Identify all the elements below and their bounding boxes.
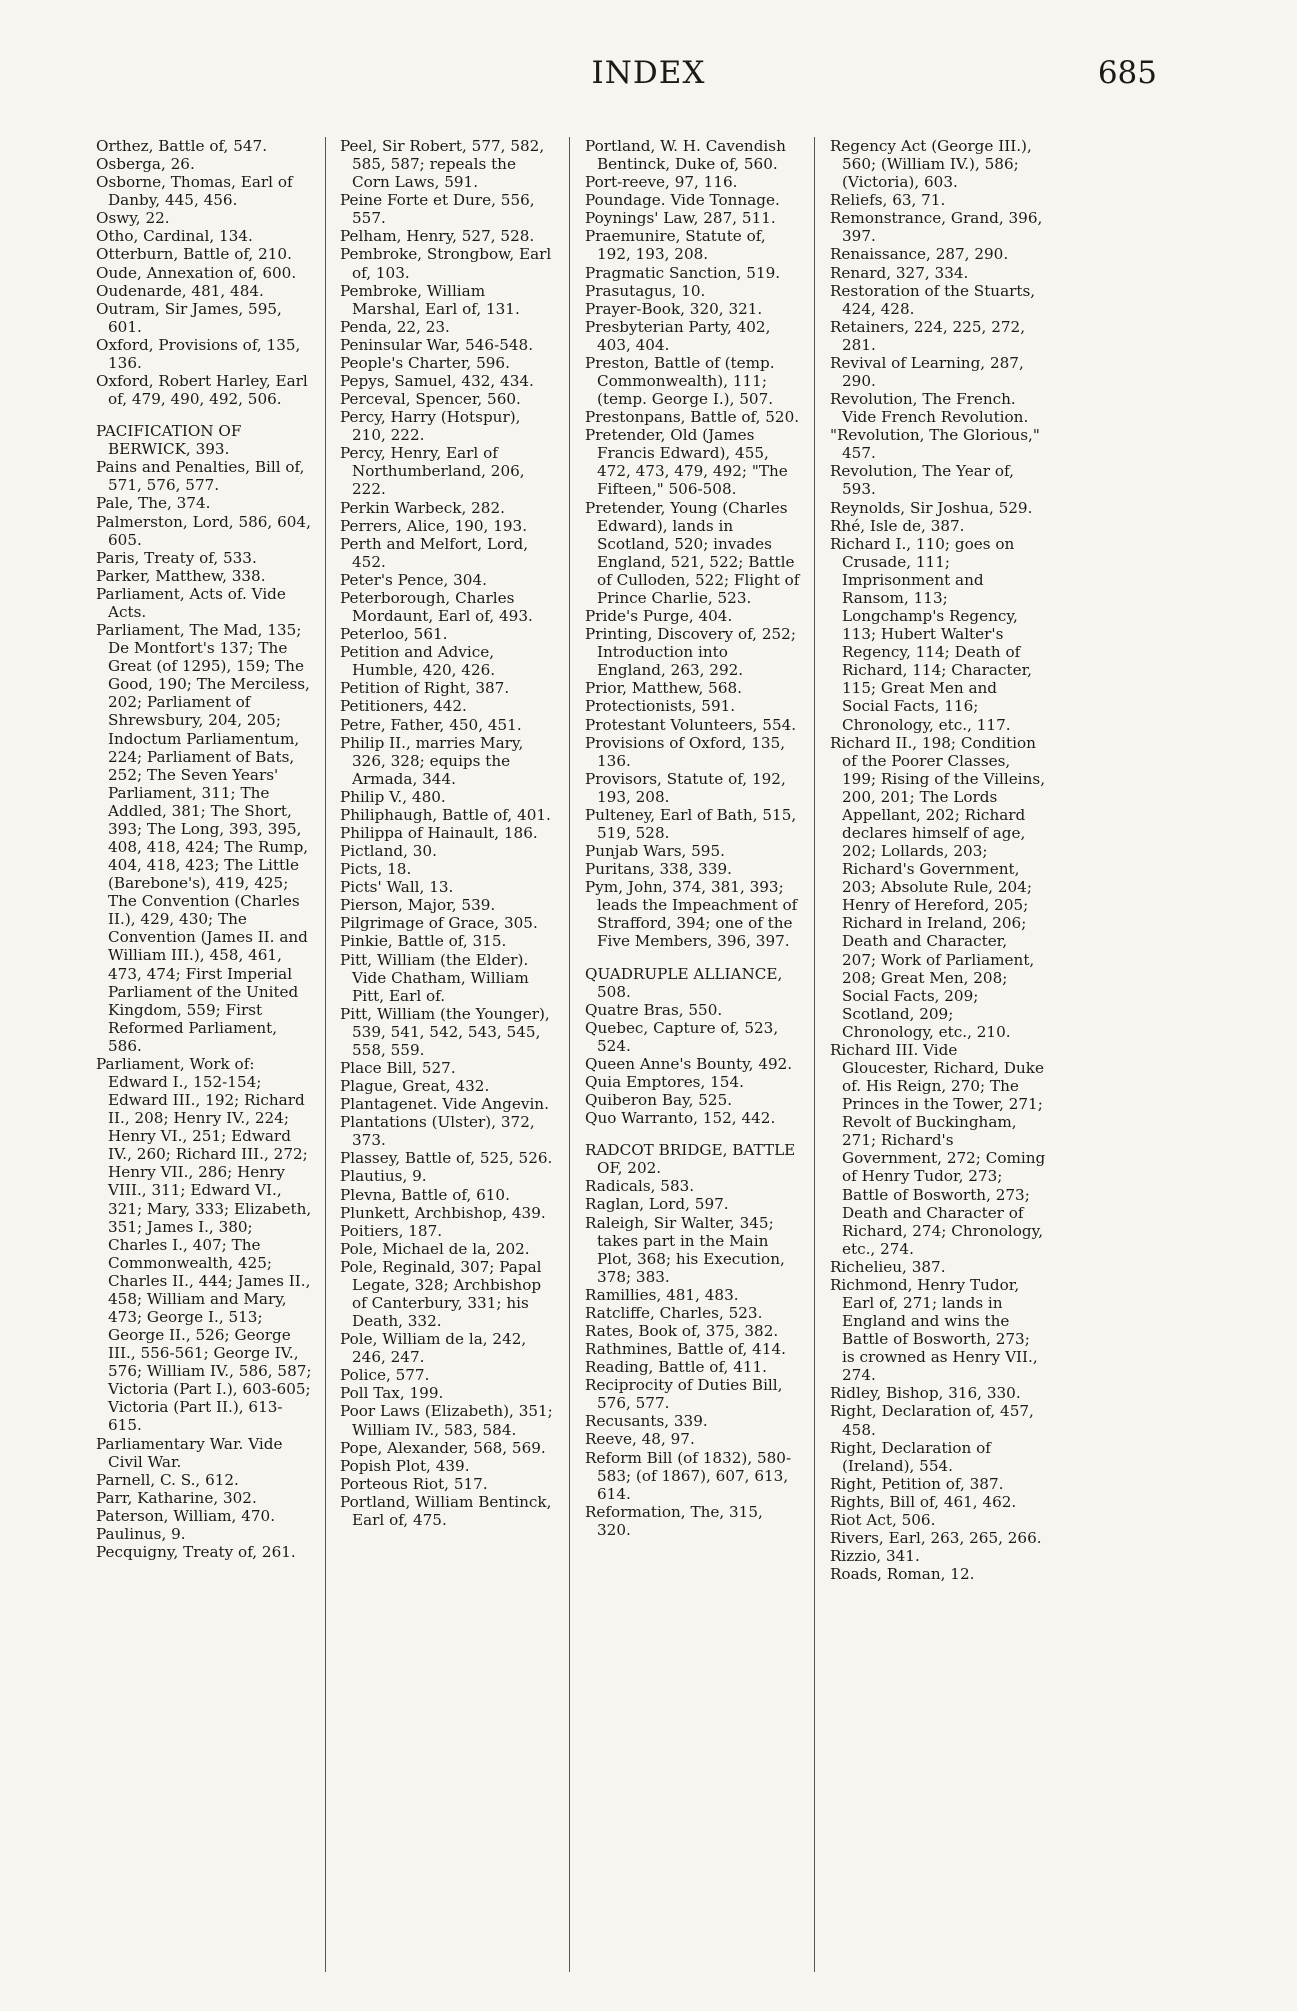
index-entry: Peterborough, Charles Mordaunt, Earl of, 493. (340, 588, 533, 626)
page-number: 685 (1097, 55, 1157, 91)
index-entry: Raleigh, Sir Walter, 345; takes part in the Main Plot, 368; his Execution, 378; 383. (585, 1213, 785, 1286)
index-entry: Ridley, Bishop, 316, 330. (830, 1384, 1021, 1403)
index-entry: Palmerston, Lord, 586, 604, 605. (96, 512, 311, 549)
index-entry: Peterloo, 561. (340, 625, 448, 644)
index-entry: Penda, 22, 23. (340, 317, 450, 336)
index-entry: Prasutagus, 10. (585, 281, 706, 300)
index-entry: Petre, Father, 450, 451. (340, 715, 522, 734)
index-entry: Revival of Learning, 287, 290. (830, 353, 1024, 391)
index-entry: Pole, Michael de la, 202. (340, 1239, 530, 1258)
index-entry: Paulinus, 9. (96, 1524, 186, 1543)
index-entry: Plevna, Battle of, 610. (340, 1185, 510, 1204)
index-entry: Riot Act, 506. (830, 1510, 936, 1529)
index-entry: Rivers, Earl, 263, 265, 266. (830, 1529, 1042, 1548)
index-entry: Renard, 327, 334. (830, 263, 969, 282)
index-entry: Otterburn, Battle of, 210. (96, 245, 292, 264)
index-entry: Parr, Katharine, 302. (96, 1488, 257, 1507)
index-entry: Prestonpans, Battle of, 520. (585, 408, 800, 427)
page-title: INDEX (591, 55, 706, 91)
index-entry: Oxford, Provisions of, 135, 136. (96, 335, 301, 372)
index-entry: Pecquigny, Treaty of, 261. (96, 1543, 296, 1562)
index-entry: Portland, William Bentinck, Earl of, 475. (340, 1492, 552, 1529)
index-entry: Philiphaugh, Battle of, 401. (340, 805, 551, 824)
index-entry: Pelham, Henry, 527, 528. (340, 227, 535, 246)
index-entry: Oude, Annexation of, 600. (96, 263, 297, 282)
index-entry: Quiberon Bay, 525. (585, 1091, 733, 1110)
index-entry: Reform Bill (of 1832), 580-583; (of 1867), 607, 613, 614. (585, 1448, 792, 1503)
index-entry: Roads, Roman, 12. (830, 1565, 975, 1584)
index-entry: Pretender, Young (Charles Edward), lands in Scotland, 520; invades England, 521, 522; Battle of Culloden, 522; Flight of Prince Charlie, 523. (585, 498, 800, 607)
index-entry: Provisions of Oxford, 135, 136. (585, 733, 786, 770)
index-entry: Poitiers, 187. (340, 1221, 443, 1240)
index-entry: Richelieu, 387. (830, 1257, 946, 1276)
index-entry: Reciprocity of Duties Bill, 576, 577. (585, 1376, 783, 1413)
index-entry: Percy, Henry, Earl of Northumberland, 206, 222. (340, 444, 525, 499)
column-divider (325, 137, 326, 1972)
index-entry: Portland, W. H. Cavendish Bentinck, Duke of, 560. (585, 137, 786, 174)
index-entry: Reading, Battle of, 411. (585, 1358, 768, 1377)
index-entry: Pinkie, Battle of, 315. (340, 932, 507, 951)
index-entry: Pole, Reginald, 307; Papal Legate, 328; Archbishop of Canterbury, 331; his Death, 332. (340, 1257, 542, 1331)
index-entry: Peel, Sir Robert, 577, 582, 585, 587; repeals the Corn Laws, 591. (340, 137, 545, 192)
index-entry: Poor Laws (Elizabeth), 351; William IV., 583, 584. (340, 1402, 553, 1439)
page-header (0, 55, 1297, 95)
index-entry: Rizzio, 341. (830, 1547, 920, 1566)
index-entry: Pitt, William (the Elder). Vide Chatham, William Pitt, Earl of. (340, 950, 529, 1005)
index-entry: Osberga, 26. (96, 155, 195, 174)
index-entry: Peine Forte et Dure, 556, 557. (340, 191, 535, 228)
index-entry: Praemunire, Statute of, 192, 193, 208. (585, 227, 766, 264)
index-entry: Poll Tax, 199. (340, 1384, 444, 1403)
index-entry: Quia Emptores, 154. (585, 1072, 744, 1091)
index-entry: Provisors, Statute of, 192, 193, 208. (585, 769, 786, 806)
index-entry: Right, Petition of, 387. (830, 1474, 1004, 1493)
index-entry: Pretender, Old (James Francis Edward), 455, 472, 473, 479, 492; "The Fifteen," 506-508. (585, 426, 788, 499)
index-entry: Ratcliffe, Charles, 523. (585, 1303, 763, 1322)
index-entry: Orthez, Battle of, 547. (96, 137, 268, 155)
index-entry: Paterson, William, 470. (96, 1506, 276, 1525)
index-entry: Pains and Penalties, Bill of, 571, 576, 577. (96, 458, 305, 495)
index-entry: Quatre Bras, 550. (585, 1000, 723, 1019)
index-entry: Pembroke, William Marshal, Earl of, 131. (340, 281, 520, 318)
index-entry: Punjab Wars, 595. (585, 842, 725, 861)
index-entry: Osborne, Thomas, Earl of Danby, 445, 456. (96, 173, 293, 210)
index-column-4 (830, 137, 1046, 1583)
index-entry: Parliament, Acts of. Vide Acts. (96, 584, 286, 621)
index-entry: RADCOT BRIDGE, BATTLE OF, 202. (585, 1141, 796, 1178)
index-entry: Richard I., 110; goes on Crusade, 111; Imprisonment and Ransom, 113; Longchamp's Regency, 113; Hubert Walter's Regency, 114; Death of Richard, 114; Character, 115; Great Men and Social Facts, 116; Chronology, etc., 117. (830, 534, 1032, 734)
index-entry: Recusants, 339. (585, 1412, 708, 1431)
index-entry: Philip II., marries Mary, 326, 328; equips the Armada, 344. (340, 733, 524, 788)
index-entry: Prior, Matthew, 568. (585, 679, 742, 698)
index-entry: Philip V., 480. (340, 787, 446, 806)
index-entry: Pole, William de la, 242, 246, 247. (340, 1330, 527, 1367)
index-entry: Plantagenet. Vide Angevin. (340, 1095, 549, 1114)
index-entry: Place Bill, 527. (340, 1058, 456, 1077)
index-entry: Rathmines, Battle of, 414. (585, 1340, 786, 1359)
index-entry: Reeve, 48, 97. (585, 1430, 695, 1449)
index-entry: Picts, 18. (340, 860, 412, 879)
index-entry: Remonstrance, Grand, 396, 397. (830, 209, 1043, 246)
index-entry: Protestant Volunteers, 554. (585, 715, 797, 734)
index-entry: Paris, Treaty of, 533. (96, 548, 257, 567)
index-entry: Pope, Alexander, 568, 569. (340, 1438, 546, 1457)
index-entry: Pym, John, 374, 381, 393; leads the Impeachment of Strafford, 394; one of the Five Members, 396, 397. (585, 878, 798, 951)
index-entry: Pride's Purge, 404. (585, 607, 733, 626)
index-entry: Raglan, Lord, 597. (585, 1195, 729, 1214)
index-entry: Percy, Harry (Hotspur), 210, 222. (340, 408, 521, 445)
index-entry: Rates, Book of, 375, 382. (585, 1322, 779, 1340)
index-entry: Oudenarde, 481, 484. (96, 281, 264, 300)
index-entry: Pembroke, Strongbow, Earl of, 103. (340, 245, 552, 282)
index-entry: Picts' Wall, 13. (340, 878, 454, 897)
index-entry: Poynings' Law, 287, 511. (585, 209, 776, 228)
index-entry: Reynolds, Sir Joshua, 529. (830, 498, 1033, 517)
index-entry: Parliamentary War. Vide Civil War. (96, 1434, 283, 1471)
index-entry: Quo Warranto, 152, 442. (585, 1109, 776, 1128)
index-entry: Reformation, The, 315, 320. (585, 1502, 763, 1539)
index-entry: Popish Plot, 439. (340, 1456, 470, 1475)
index-entry: Perceval, Spencer, 560. (340, 390, 521, 409)
index-entry: Prayer-Book, 320, 321. (585, 299, 763, 318)
column-divider (814, 137, 815, 1972)
index-entry: Retainers, 224, 225, 272, 281. (830, 317, 1026, 354)
index-entry: Plague, Great, 432. (340, 1077, 490, 1096)
index-entry: Philippa of Hainault, 186. (340, 823, 538, 842)
index-entry: Renaissance, 287, 290. (830, 245, 1009, 264)
index-entry: Plassey, Battle of, 525, 526. (340, 1149, 553, 1168)
index-entry: Petition of Right, 387. (340, 679, 510, 698)
index-entry: Porteous Riot, 517. (340, 1474, 488, 1493)
index-entry: Revolution, The French. Vide French Revolution. (830, 390, 1029, 427)
index-entry: Pulteney, Earl of Bath, 515, 519, 528. (585, 805, 797, 842)
index-entry: Protectionists, 591. (585, 697, 736, 716)
index-entry: Pitt, William (the Younger), 539, 541, 542, 543, 545, 558, 559. (340, 1004, 550, 1059)
index-entry: Preston, Battle of (temp. Commonwealth), 111; (temp. George I.), 507. (585, 353, 775, 409)
index-entry: Pale, The, 374. (96, 494, 211, 513)
index-entry: Rights, Bill of, 461, 462. (830, 1492, 1017, 1511)
index-entry: Revolution, The Year of, 593. (830, 462, 1014, 499)
index-entry: Peninsular War, 546-548. (340, 335, 534, 354)
index-entry: Poundage. Vide Tonnage. (585, 191, 780, 210)
index-entry: Queen Anne's Bounty, 492. (585, 1054, 793, 1073)
index-entry: Right, Declaration of, 457, 458. (830, 1402, 1034, 1439)
index-column-1 (96, 137, 312, 1561)
index-entry: Pictland, 30. (340, 842, 437, 861)
index-entry: Quebec, Capture of, 523, 524. (585, 1018, 779, 1055)
index-entry: Richmond, Henry Tudor, Earl of, 271; lands in England and wins the Battle of Bosworth, 273; is crowned as Henry VII., 274. (830, 1275, 1038, 1385)
index-entry: Parker, Matthew, 338. (96, 566, 266, 585)
index-entry: "Revolution, The Glorious," 457. (830, 426, 1040, 463)
index-entry: Rhé, Isle de, 387. (830, 516, 965, 535)
index-entry: QUADRUPLE ALLIANCE, 508. (585, 964, 783, 1001)
index-entry: PACIFICATION OF BERWICK, 393. (96, 422, 242, 459)
index-entry: Pierson, Major, 539. (340, 896, 496, 915)
index-entry: Perkin Warbeck, 282. (340, 498, 505, 517)
index-entry: Perth and Melfort, Lord, 452. (340, 534, 529, 571)
index-entry: Otho, Cardinal, 134. (96, 227, 253, 246)
index-entry: Reliefs, 63, 71. (830, 191, 946, 210)
index-entry: Parnell, C. S., 612. (96, 1470, 239, 1489)
index-entry: Plautius, 9. (340, 1167, 427, 1186)
index-entry: Port-reeve, 97, 116. (585, 173, 738, 192)
index-entry: Oxford, Robert Harley, Earl of, 479, 490, 492, 506. (96, 372, 308, 409)
index-column-3 (585, 137, 801, 1539)
index-entry: Ramillies, 481, 483. (585, 1285, 739, 1304)
index-entry: Richard III. Vide Gloucester, Richard, Duke of. His Reign, 270; The Princes in the Tower, 271; Revolt of Buckingham, 271; Richard's Government, 272; Coming of Henry Tudor, 273; Battle of Bosworth, 273; Death and Character of Richard, 274; Chronology, etc., 274. (830, 1040, 1046, 1258)
index-entry: Presbyterian Party, 402, 403, 404. (585, 317, 771, 354)
index-entry: Restoration of the Stuarts, 424, 428. (830, 281, 1036, 318)
index-entry: Perrers, Alice, 190, 193. (340, 516, 528, 535)
index-entry: Right, Declaration of (Ireland), 554. (830, 1438, 991, 1475)
index-entry: Printing, Discovery of, 252; Introduction into England, 263, 292. (585, 625, 796, 680)
index-entry: Outram, Sir James, 595, 601. (96, 299, 282, 336)
index-entry: Richard II., 198; Condition of the Poorer Classes, 199; Rising of the Villeins, 200, 201; The Lords Appellant, 202; Richard declares himself of age, 202; Lollards, 203; Richard's Government, 203; Absolute Rule, 204; Henry of Hereford, 205; Richard in Ireland, 206; Death and Character, 207; Work of Parliament, 208; Great Men, 208; Social Facts, 209; Scotland, 209; Chronology, etc., 210. (830, 733, 1046, 1041)
index-entry: Pepys, Samuel, 432, 434. (340, 372, 534, 391)
index-entry: Petitioners, 442. (340, 697, 467, 716)
index-entry: Police, 577. (340, 1366, 430, 1385)
index-entry: Pilgrimage of Grace, 305. (340, 914, 538, 933)
index-entry: Puritans, 338, 339. (585, 860, 732, 879)
index-entry: People's Charter, 596. (340, 353, 510, 372)
index-entry: Radicals, 583. (585, 1177, 695, 1196)
index-entry: Oswy, 22. (96, 209, 170, 228)
index-entry: Peter's Pence, 304. (340, 570, 487, 589)
index-entry: Pragmatic Sanction, 519. (585, 263, 781, 282)
index-entry: Regency Act (George III.), 560; (William IV.), 586; (Victoria), 603. (830, 137, 1032, 192)
index-entry: Plunkett, Archbishop, 439. (340, 1203, 546, 1222)
index-entry: Parliament, The Mad, 135; De Montfort's 137; The Great (of 1295), 159; The Good, 190; The Merciless, 202; Parliament of Shrewsbury, 204, 205; Indoctum Parliamentum, 224; Parliament of Bats, 252; The Seven Years' Parliament, 311; The Addled, 381; The Short, 393; The Long, 393, 395, 408, 418, 424; The Rump, 404, 418, 423; The Little (Barebone's), 419, 425; The Convention (Charles II.), 429, 430; The Convention (James II. and William III.), 458, 461, 473, 474; First Imperial Parliament of the United Kingdom, 559; First Reformed Parliament, 586. (96, 621, 310, 1055)
column-divider (569, 137, 570, 1972)
index-entry: Petition and Advice, Humble, 420, 426. (340, 643, 496, 680)
index-column-2 (340, 137, 556, 1529)
index-entry: Parliament, Work of: Edward I., 152-154; Edward III., 192; Richard II., 208; Henry IV., 224; Henry VI., 251; Edward IV., 260; Richard III., 272; Henry VII., 286; Henry VIII., 311; Edward VI., 321; Mary, 333; Elizabeth, 351; James I., 380; Charles I., 407; The Commonwealth, 425; Charles II., 444; James II., 458; William and Mary, 473; George I., 513; George II., 526; George III., 556-561; George IV., 576; William IV., 586, 587; Victoria (Part I.), 603-605; Victoria (Part II.), 613-615. (96, 1054, 312, 1435)
index-entry: Plantations (Ulster), 372, 373. (340, 1113, 535, 1150)
